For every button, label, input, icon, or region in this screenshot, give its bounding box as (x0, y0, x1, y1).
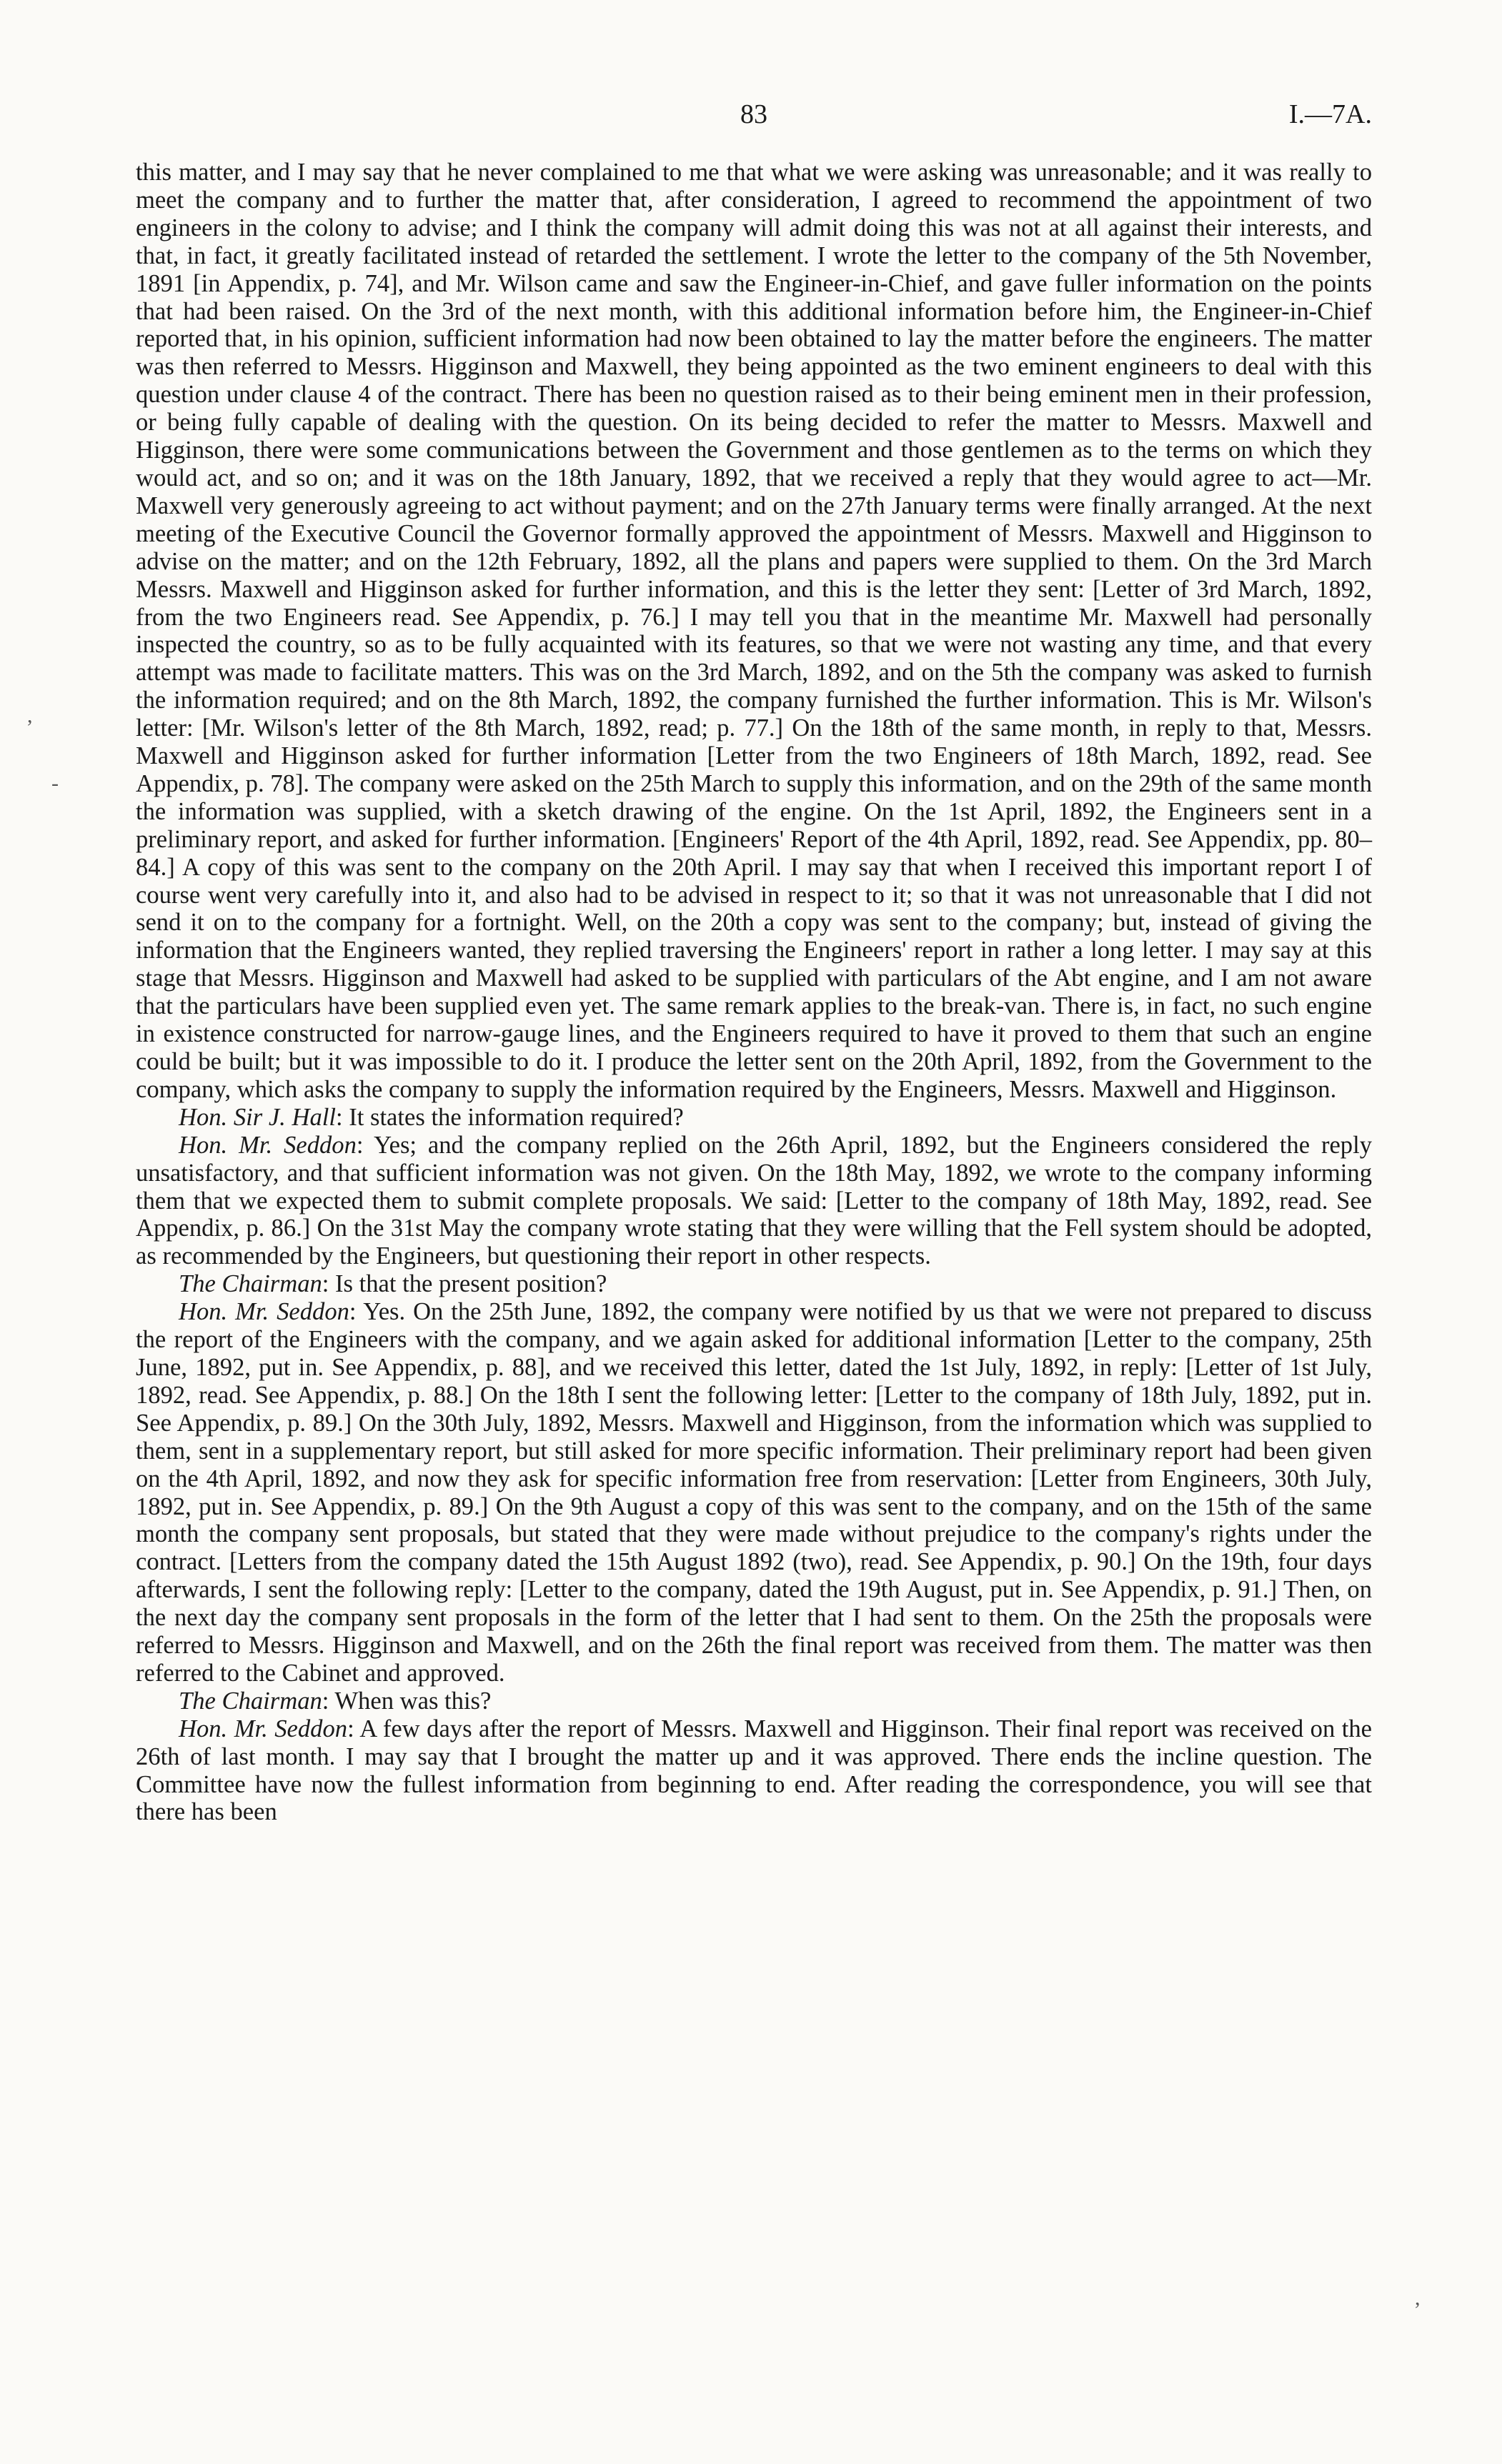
speech-paragraph: The Chairman: When was this? (179, 1687, 492, 1715)
paragraph-text: this matter, and I may say that he never complained to me that what we were asking was unreasonable; and it was really to meet the company and to further the matter that, after consideration, I agreed to recommend the appointment of two engineers in the colony to advise; and I think the company will admit doing this was not at all against their interests, and that, in fact, it greatly facilitated instead of retarded the settlement. I wrote the letter to the company of the 5th November, 1891 [in Appendix, p. 74], and Mr. Wilson came and saw the Engineer-in-Chief, and gave fuller information on the points that had been raised. On the 3rd of the next month, with this additional information before him, the Engineer-in-Chief reported that, in his opinion, sufficient information had now been obtained to lay the matter before the engineers. The matter was then referred to Messrs. Higginson and Maxwell, they being appointed as the two eminent engineers to deal with this question under clause 4 of the contract. There has been no question raised as to their being eminent men in their profession, or being fully capable of dealing with the question. On its being decided to refer the matter to Messrs. Maxwell and Higginson, there were some communications between the Government and those gentlemen as to the terms on which they would act, and so on; and it was on the 18th January, 1892, that we received a reply that they would agree to act—Mr. Maxwell very generously agreeing to act without payment; and on the 27th January terms were finally arranged. At the next meeting of the Executive Council the Governor formally approved the appointment of Messrs. Maxwell and Higginson to advise on the matter; and on the 12th February, 1892, all the plans and papers were supplied to them. On the 3rd March Messrs. Maxwell and Higginson asked for further information, and this is the letter they sent: [Letter of 3rd March, 1892, from the two Engineers read. See Appendix, p. 76.] I may tell you that in the meantime Mr. Maxwell had personally inspected the country, so as to be fully acquainted with its features, so that we were not wasting any time, and that every attempt was made to facilitate matters. This was on the 3rd March, 1892, and on the 5th the company was asked to furnish the information required; and on the 8th March, 1892, the company furnished the further information. This is Mr. Wilson's letter: [Mr. Wilson's letter of the 8th March, 1892, read; p. 77.] On the 18th of the same month, in reply to that, Messrs. Maxwell and Higginson asked for further information [Letter from the two Engineers of 18th March, 1892, read. See Appendix, p. 78]. The company were asked on the 25th March to supply this information, and on the 29th of the same month the information was supplied, with a sketch drawing of the engine. On the 1st April, 1892, the Engineers sent in a preliminary report, and asked for further information. [Engineers' Report of the 4th April, 1892, read. See Appendix, pp. 80–84.] A copy of this was sent to the company on the 20th April. I may say that when I received this important report I of course went very carefully into it, and also had to be advised in respect to it; so that it was not unreasonable that I did not send it on to the company for a fortnight. Well, on the 20th a copy was sent to the company; but, instead of giving the information that the Engineers wanted, they replied traversing the Engineers' report in rather a long letter. I may say at this stage that Messrs. Higginson and Maxwell had asked to be supplied with particulars of the Abt engine, and I am not aware that the particulars have been supplied even yet. The same remark applies to the break-van. There is, in fact, no such engine in existence constructed for narrow-gauge lines, and the Engineers required to have it proved to them that such an engine could be built; but it was impossible to do it. I produce the letter sent on the 20th April, 1892, from the Government to the company, which asks the company to supply the information required by the Engineers, Messrs. Maxwell and Higginson. (136, 159, 1372, 1103)
margin-mark: - (51, 772, 59, 795)
speech-paragraph: The Chairman: Is that the present position? (179, 1270, 607, 1298)
speaker-name: The Chairman (179, 1687, 322, 1715)
speech-text: When was this? (334, 1687, 492, 1715)
page-number: 83 (740, 99, 767, 129)
speaker-name: Hon. Mr. Seddon (179, 1298, 349, 1326)
speaker-name: Hon. Mr. Seddon (179, 1131, 357, 1159)
speech-paragraph: Hon. Mr. Seddon: A few days after the report of Messrs. Maxwell and Higginson. Their final report was received on the 26th of last month. I may say that I brought the matter up and it was approved. There ends the incline question. The Committee have now the fullest information from beginning to end. After reading the correspondence, you will see that there has been (136, 1715, 1372, 1826)
speaker-name: Hon. Mr. Seddon (179, 1715, 348, 1742)
speech-text: Yes. On the 25th June, 1892, the company were notified by us that we were not prepared to discuss the report of the Engineers with the company, and we again asked for additional information [Letter to the company, 25th June, 1892, put in. See Appendix, p. 88], and we received this letter, dated the 1st July, 1892, in reply: [Letter of 1st July, 1892, read. See Appendix, p. 88.] On the 18th I sent the following letter: [Letter to the company of 18th July, 1892, put in. See Appendix, p. 89.] On the 30th July, 1892, Messrs. Maxwell and Higginson, from the information which was supplied to them, sent in a supplementary report, but still asked for more specific information. Their preliminary report had been given on the 4th April, 1892, and now they ask for specific information free from reservation: [Letter from Engineers, 30th July, 1892, put in. See Appendix, p. 89.] On the 9th August a copy of this was sent to the company, and on the 15th of the same month the company sent proposals, but stated that they were made without prejudice to the company's rights under the contract. [Letters from the company dated the 15th August 1892 (two), read. See Appendix, p. 90.] On the 19th, four days afterwards, I sent the following reply: [Letter to the company, dated the 19th August, put in. See Appendix, p. 91.] Then, on the next day the company sent proposals in the form of the letter that I had sent to them. On the 25th the proposals were referred to Messrs. Higginson and Maxwell, and on the 26th the final report was received from them. The matter was then referred to the Cabinet and approved. (136, 1298, 1372, 1687)
margin-mark: , (1415, 2286, 1421, 2310)
page-body (136, 159, 1372, 1826)
speaker-name: Hon. Sir J. Hall (179, 1103, 336, 1131)
speech-paragraph: Hon. Mr. Seddon: Yes. On the 25th June, 1892, the company were notified by us that we were not prepared to discuss the report of the Engineers with the company, and we again asked for additional information [Letter to the company, 25th June, 1892, put in. See Appendix, p. 88], and we received this letter, dated the 1st July, 1892, in reply: [Letter of 1st July, 1892, read. See Appendix, p. 88.] On the 18th I sent the following letter: [Letter to the company of 18th July, 1892, put in. See Appendix, p. 89.] On the 30th July, 1892, Messrs. Maxwell and Higginson, from the information which was supplied to them, sent in a supplementary report, but still asked for more specific information. Their preliminary report had been given on the 4th April, 1892, and now they ask for specific information free from reservation: [Letter from Engineers, 30th July, 1892, put in. See Appendix, p. 89.] On the 9th August a copy of this was sent to the company, and on the 15th of the same month the company sent proposals, but stated that they were made without prejudice to the company's rights under the contract. [Letters from the company dated the 15th August 1892 (two), read. See Appendix, p. 90.] On the 19th, four days afterwards, I sent the following reply: [Letter to the company, dated the 19th August, put in. See Appendix, p. 91.] Then, on the next day the company sent proposals in the form of the letter that I had sent to them. On the 25th the proposals were referred to Messrs. Higginson and Maxwell, and on the 26th the final report was received from them. The matter was then referred to the Cabinet and approved. (136, 1298, 1372, 1687)
page-header (136, 99, 1372, 134)
speaker-name: The Chairman (179, 1270, 322, 1298)
document-reference: I.—7A. (1288, 99, 1372, 129)
speech-text: It states the information required? (349, 1103, 684, 1131)
speech-text: Is that the present position? (335, 1270, 607, 1298)
paragraph-continued (136, 159, 1372, 1104)
margin-mark: , (27, 704, 33, 727)
speech-paragraph: Hon. Sir J. Hall: It states the information required? (179, 1103, 684, 1131)
speech-text: Yes; and the company replied on the 26th April, 1892, but the Engineers considered the reply unsatisfactory, and that sufficient information was not given. On the 18th May, 1892, we wrote to the company informing them that we expected them to submit complete proposals. We said: [Letter to the company of 18th May, 1892, read. See Appendix, p. 86.] On the 31st May the company wrote stating that they were willing that the Fell system should be adopted, as recommended by the Engineers, but questioning their report in other respects. (136, 1131, 1372, 1270)
speech-text: A few days after the report of Messrs. Maxwell and Higginson. Their final report was received on the 26th of last month. I may say that I brought the matter up and it was approved. There ends the incline question. The Committee have now the fullest information from beginning to end. After reading the correspondence, you will see that there has been (136, 1715, 1372, 1826)
speech-paragraph: Hon. Mr. Seddon: Yes; and the company replied on the 26th April, 1892, but the Engineers considered the reply unsatisfactory, and that sufficient information was not given. On the 18th May, 1892, we wrote to the company informing them that we expected them to submit complete proposals. We said: [Letter to the company of 18th May, 1892, read. See Appendix, p. 86.] On the 31st May the company wrote stating that they were willing that the Fell system should be adopted, as recommended by the Engineers, but questioning their report in other respects. (136, 1131, 1372, 1270)
